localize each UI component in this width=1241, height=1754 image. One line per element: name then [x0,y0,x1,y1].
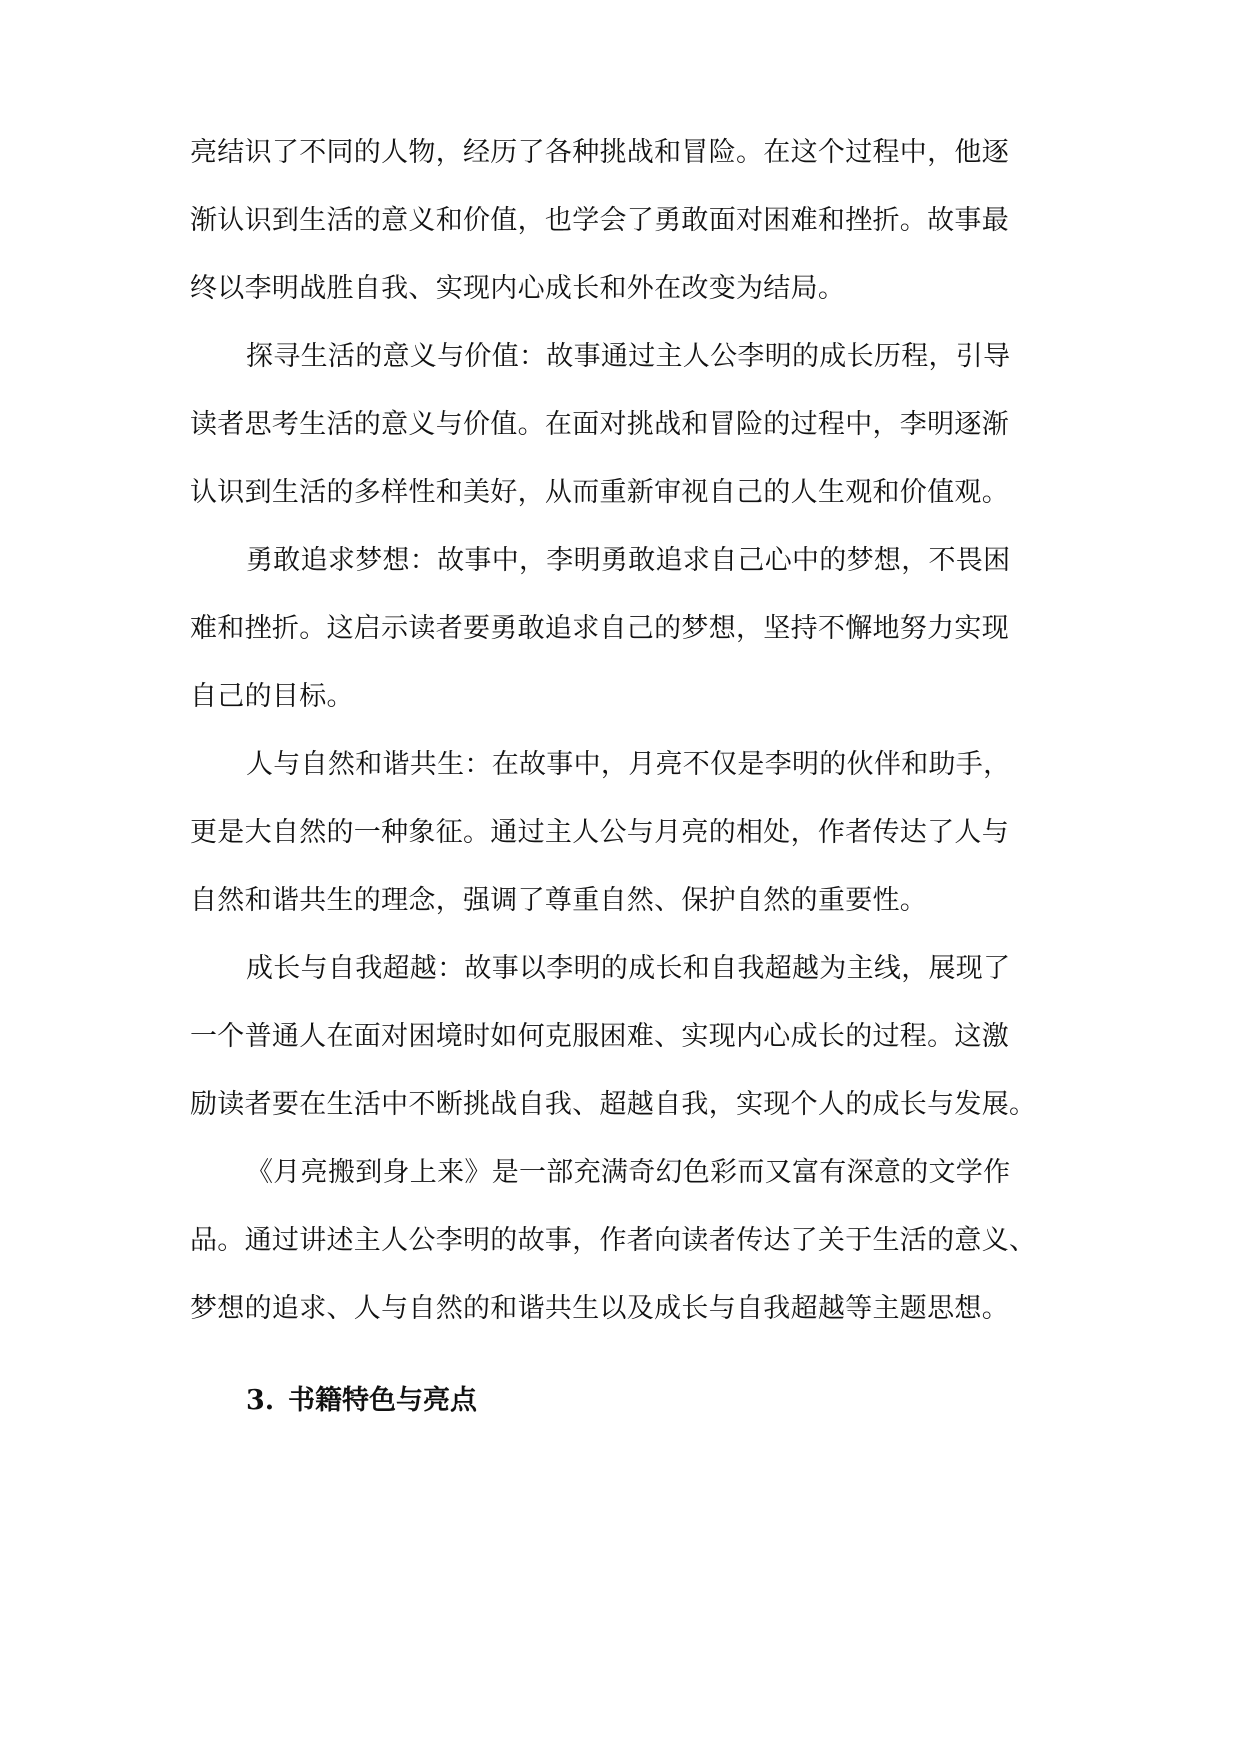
text-line: 渐认识到生活的意义和价值，也学会了勇敢面对困难和挫折。故事最 [190,205,1009,236]
text-line: 难和挫折。这启示读者要勇敢追求自己的梦想，坚持不懈地努力实现 [190,613,1009,644]
text-line: 《月亮搬到身上来》是一部充满奇幻色彩而又富有深意的文学作 [246,1157,1011,1188]
text-line: 认识到生活的多样性和美好，从而重新审视自己的人生观和价值观。 [190,477,1009,508]
text-line: 自然和谐共生的理念，强调了尊重自然、保护自然的重要性。 [190,885,928,916]
text-line: 终以李明战胜自我、实现内心成长和外在改变为结局。 [190,273,846,304]
text-line: 励读者要在生活中不断挑战自我、超越自我，实现个人的成长与发展。 [190,1089,1037,1120]
section-title: 书籍特色与亮点 [288,1385,477,1416]
text-line: 亮结识了不同的人物，经历了各种挑战和冒险。在这个过程中，他逐 [190,137,1009,168]
text-line: 更是大自然的一种象征。通过主人公与月亮的相处，作者传达了人与 [190,817,1009,848]
text-line: 探寻生活的意义与价值：故事通过主人公李明的成长历程，引导 [246,341,1011,372]
text-line: 品。通过讲述主人公李明的故事，作者向读者传达了关于生活的意义、 [190,1225,1037,1256]
text-line: 人与自然和谐共生：在故事中，月亮不仅是李明的伙伴和助手， [246,749,1011,780]
text-line: 成长与自我超越：故事以李明的成长和自我超越为主线，展现了 [246,953,1011,984]
text-line: 一个普通人在面对困境时如何克服困难、实现内心成长的过程。这激 [190,1021,1009,1052]
text-line: 读者思考生活的意义与价值。在面对挑战和冒险的过程中，李明逐渐 [190,409,1009,440]
text-line: 自己的目标。 [190,681,354,712]
text-line: 梦想的追求、人与自然的和谐共生以及成长与自我超越等主题思想。 [190,1293,1009,1324]
section-number: 3. [246,1385,275,1416]
text-line: 勇敢追求梦想：故事中，李明勇敢追求自己心中的梦想，不畏困 [246,545,1011,576]
section-heading [246,1383,477,1419]
